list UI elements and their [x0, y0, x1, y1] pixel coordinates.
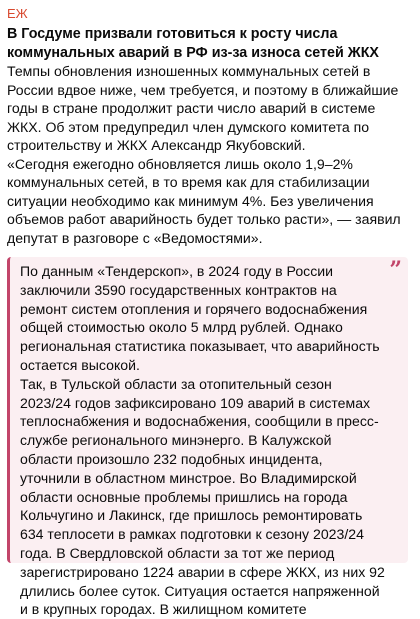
quote-paragraph-1: По данным «Тендерскоп», в 2024 году в России заключили 3590 государственных контрактов на ремонт систем отопления и горячего водоснабжения общей стоимостью около 5 млрд рублей. Однако региональная статистика показывает, что аварийность остается высокой.: [20, 263, 380, 373]
post-headline: В Госдуме призвали готовиться к росту числа коммунальных аварий в РФ из-за износа сетей ЖКХ: [7, 26, 379, 61]
blockquote: [7, 257, 408, 618]
quote-paragraph-2: Так, в Тульской области за отопительный сезон 2023/24 годов зафиксировано 109 аварий в системах теплоснабжения и водоснабжения, сообщили в пресс-службе регионального минэнерго. В Калужской области произошло 232 подобных инцидента, уточнили в областном минстрое. Во Владимирской области основные проблемы пришлись на города Кольчугино и Лакинск, где пришлось ремонтировать 634 теплосети в рамках подготовки к сезону 2023/24 года. В Свердловской области за тот же период зарегистрировано 1224 аварии в сфере ЖКХ, из них 92 длились более суток. Ситуация остается напряженной и в крупных городах. В жилищном комитете: [20, 375, 385, 618]
quote-mark-icon: ”: [389, 257, 402, 283]
post-paragraph-1: Темпы обновления изношенных коммунальных сетей в России вдвое ниже, чем требуется, и поэтому в ближайшие годы в стране продолжит расти число аварий в системе ЖКХ. Об этом предупредил член думского комитета по строительству и ЖКХ Александр Якубовский.: [7, 63, 399, 153]
post-paragraph-2: «Сегодня ежегодно обновляется лишь около 1,9–2% коммунальных сетей, в то время как для стабилизации ситуации необходимо как минимум 4%. Без увеличения объемов работ аварийность будет только расти», — заявил депутат в разговоре с «Ведомостями».: [7, 155, 401, 246]
post-author[interactable]: ЕЖ: [7, 6, 28, 21]
